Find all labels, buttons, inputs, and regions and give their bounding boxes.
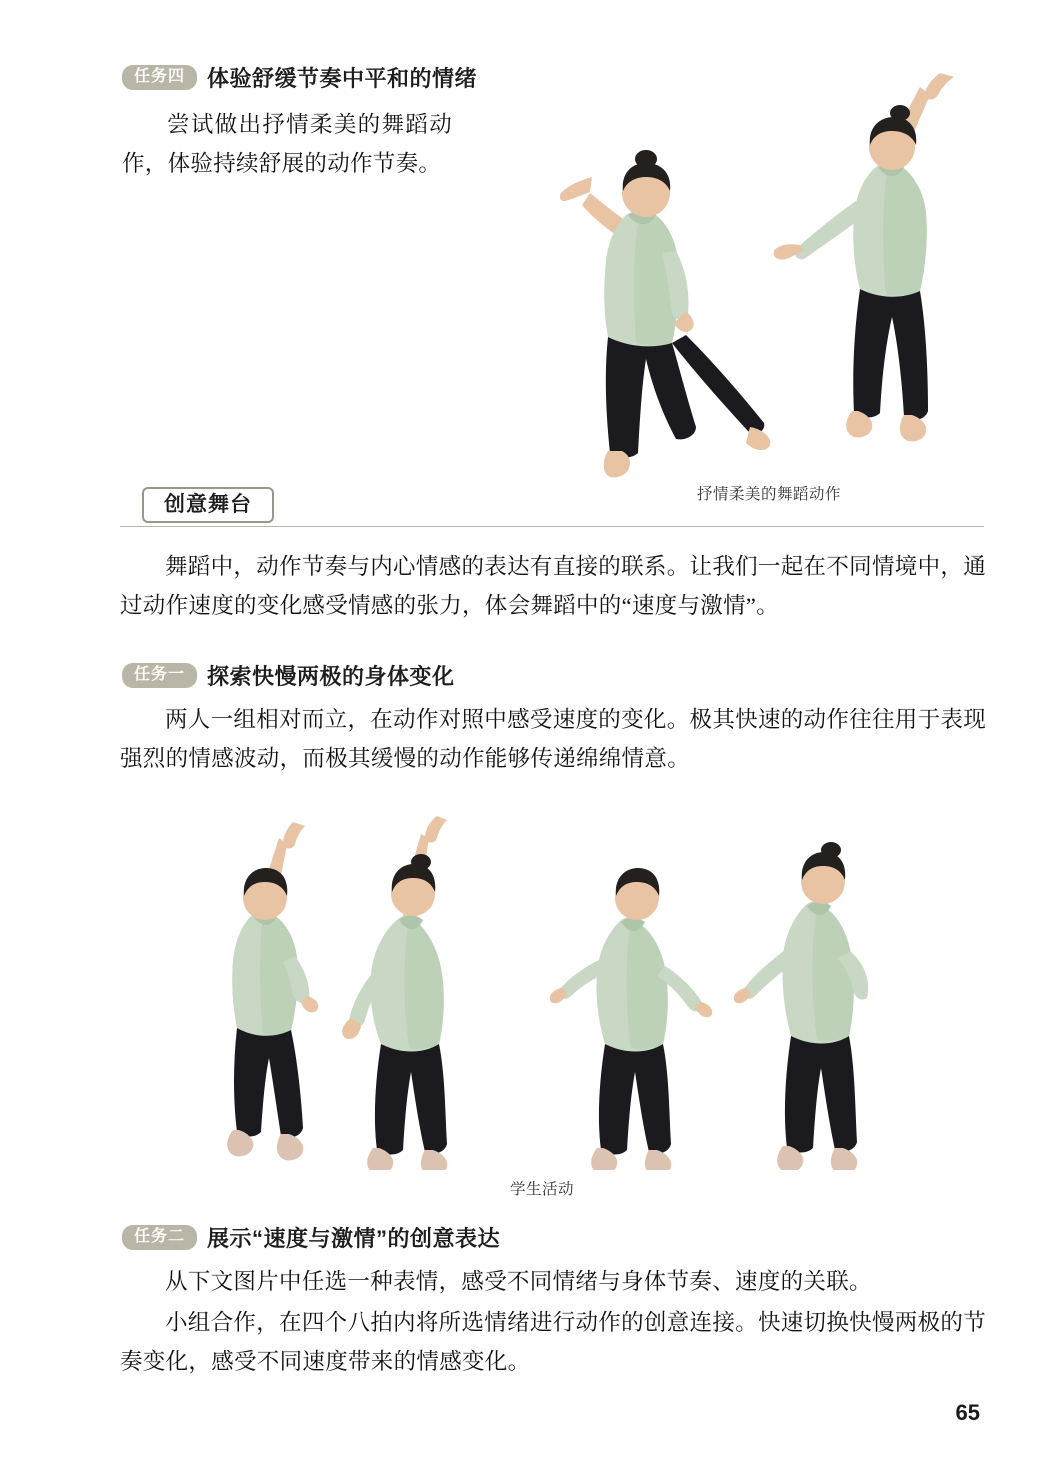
- task-one-paragraph: 两人一组相对而立，在动作对照中感受速度的变化。极其快速的动作往往用于表现强烈的情感波动，而极其缓慢的动作能够传递绵绵情意。: [120, 707, 986, 771]
- task-four-paragraph: 尝试做出抒情柔美的舞蹈动作，体验持续舒展的动作节奏。: [122, 112, 452, 176]
- task-one-header: [122, 660, 455, 691]
- section-label: 创意舞台: [142, 487, 274, 523]
- figure-2-caption: 学生活动: [510, 1181, 575, 1198]
- task-four-badge: 任务四: [122, 65, 197, 90]
- dancer-b: [774, 73, 954, 441]
- section-header-creative-stage: [120, 487, 984, 529]
- task-one-title: 探索快慢两极的身体变化: [207, 664, 455, 689]
- page-number: 65: [955, 1400, 980, 1425]
- student-3: [550, 868, 713, 1170]
- task-two-title: 展示“速度与激情”的创意表达: [207, 1226, 501, 1251]
- task-two-header: [122, 1222, 500, 1253]
- dancer-a: [560, 150, 770, 477]
- figure-1-caption: 抒情柔美的舞蹈动作: [697, 486, 842, 503]
- student-2: [342, 816, 447, 1170]
- figure-dancers-lyrical: [440, 55, 1000, 485]
- task-two-paragraph-1: 从下文图片中任选一种表情，感受不同情绪与身体节奏、速度的关联。: [165, 1269, 872, 1294]
- student-1: [227, 822, 318, 1160]
- task-two-badge: 任务二: [122, 1225, 197, 1250]
- task-one-badge: 任务一: [122, 663, 197, 688]
- student-4: [734, 842, 868, 1170]
- task-four-title: 体验舒缓节奏中平和的情绪: [207, 66, 478, 91]
- task-two-paragraph-2: 小组合作，在四个八拍内将所选情绪进行动作的创意连接。快速切换快慢两极的节奏变化，感受不同速度带来的情感变化。: [120, 1310, 986, 1374]
- section-intro-paragraph: 舞蹈中，动作节奏与内心情感的表达有直接的联系。让我们一起在不同情境中，通过动作速度的变化感受情感的张力，体会舞蹈中的“速度与激情”。: [120, 554, 986, 618]
- section-divider: [120, 526, 984, 527]
- task-four-header: [122, 62, 477, 93]
- figure-student-activity: [175, 810, 915, 1170]
